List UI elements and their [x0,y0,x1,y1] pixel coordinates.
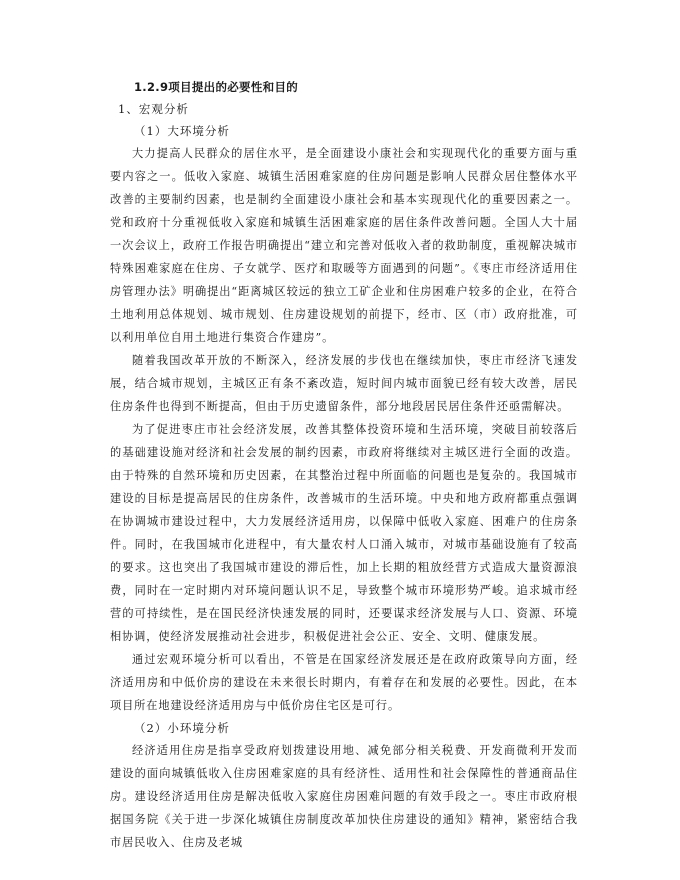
big-environment-heading: （1）大环境分析 [134,124,230,138]
document-body [110,76,578,854]
paragraph: 经济适用住房是指享受政府划拨建设用地、减免部分相关税费、开发商微利开发而建设的面向城镇低收入住房困难家庭的具有经济性、适用性和社会保障性的普通商品住房。建设经济适用住房是解决低收入家庭住房困难问题的有效手段之一。枣庄市政府根据国务院《关于进一步深化城镇住房制度改革加快住房建设的通知》精神，紧密结合我市居民收入、住房及老城 [110,744,578,849]
paragraph: 随着我国改革开放的不断深入，经济发展的步伐也在继续加快，枣庄市经济飞速发展，结合城市规划，主城区正有条不紊改造，短时间内城市面貌已经有较大改善，居民住房条件也得到不断提高，但由于历史遗留条件，部分地段居民居住条件还亟需解决。 [110,354,578,413]
paragraph: 大力提高人民群众的居住水平，是全面建设小康社会和实现现代化的重要方面与重要内容之一。低收入家庭、城镇生活困难家庭的住房问题是影响人民群众居住整体水平改善的主要制约因素，也是制约全面建设小康社会和基本实现现代化的重要因素之一。党和政府十分重视低收入家庭和城镇生活困难家庭的居住条件改善问题。全国人大十届一次会议上，政府工作报告明确提出“建立和完善对低收入者的救助制度，重视解决城市特殊困难家庭在住房、子女就学、医疗和取暖等方面遇到的问题”。《枣庄市经济适用住房管理办法》明确提出“距离城区较远的独立工矿企业和住房困难户较多的企业，在符合土地利用总体规划、城市规划、住房建设规划的前提下，经市、区（市）政府批准，可以利用单位自用土地进行集资合作建房”。 [110,147,578,344]
small-environment-heading: （2）小环境分析 [134,721,230,735]
section-heading: 1.2.9项目提出的必要性和目的 [134,80,299,94]
paragraph: 通过宏观环境分析可以看出，不管是在国家经济发展还是在政府政策导向方面，经济适用房和中低价房的建设在未来很长时期内，有着存在和发展的必要性。因此，在本项目所在地建设经济适用房与中低价房住宅区是可行。 [110,653,578,712]
paragraph: 为了促进枣庄市社会经济发展，改善其整体投资环境和生活环境，突破目前较落后的基础建设施对经济和社会发展的制约因素，市政府将继续对主城区进行全面的改造。由于特殊的自然环境和历史因素，在其整治过程中所面临的问题也是复杂的。我国城市建设的目标是提高居民的住房条件，改善城市的生活环境。中央和地方政府都重点强调在协调城市建设过程中，大力发展经济适用房，以保障中低收入家庭、困难户的住房条件。同时，在我国城市化进程中，有大量农村人口涌入城市，对城市基础设施有了较高的要求。这也突出了我国城市建设的滞后性，加上长期的粗放经营方式造成大量资源浪费，同时在一定时期内对环境问题认识不足，导致整个城市环境形势严峻。追求城市经营的可持续性，是在国民经济快速发展的同时，还要谋求经济发展与人口、资源、环境相协调，使经济发展推动社会进步，积极促进社会公正、安全、文明、健康发展。 [110,423,578,643]
macro-analysis-heading: 1、宏观分析 [118,102,189,116]
